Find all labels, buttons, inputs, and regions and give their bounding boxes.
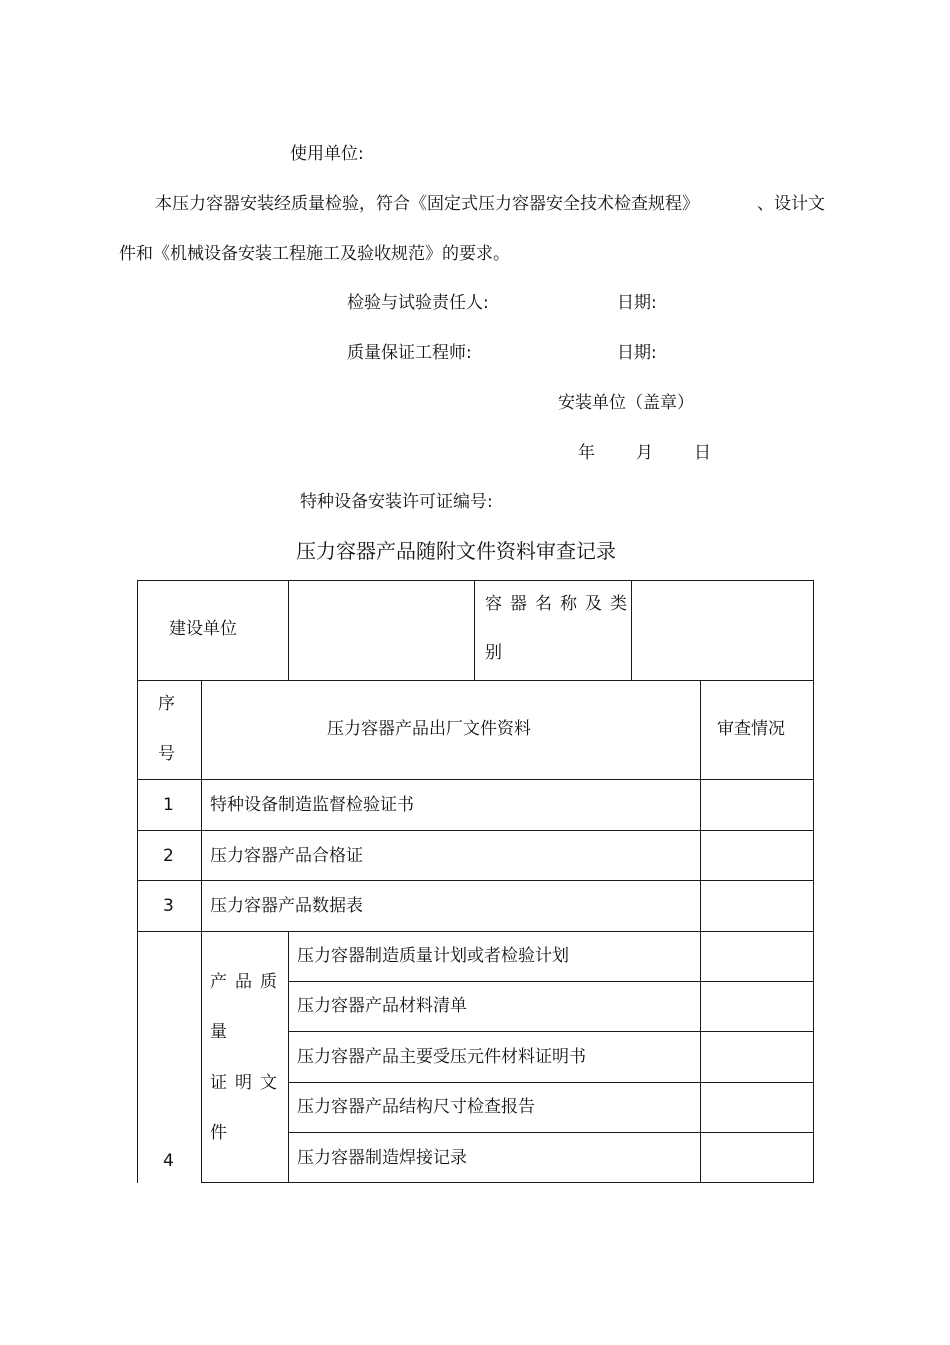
- table-title: 压力容器产品随附文件资料审查记录: [296, 539, 616, 563]
- seq-header: 序: [158, 694, 175, 714]
- table-rule: [137, 830, 814, 831]
- date-month: 月: [636, 443, 653, 463]
- date-day: 日: [694, 443, 711, 463]
- statement-line-1: 本压力容器安装经质量检验，符合《固定式压力容器安全技术检查规程》: [155, 194, 699, 214]
- table-rule: [288, 1031, 814, 1032]
- row-seq: 3: [163, 896, 174, 916]
- table-rule-v: [288, 580, 289, 680]
- table-rule-v: [700, 680, 701, 1183]
- review-header: 审查情况: [717, 719, 785, 739]
- table-border-bottom: [201, 1182, 814, 1183]
- table-rule-v: [474, 580, 475, 680]
- docs-header: 压力容器产品出厂文件资料: [327, 719, 531, 739]
- vessel-name-label-cont: 别: [485, 643, 502, 663]
- table-border-top: [137, 580, 814, 581]
- table-rule: [137, 779, 814, 780]
- table-rule: [288, 1132, 814, 1133]
- row-seq: 1: [163, 795, 174, 815]
- table-rule: [137, 880, 814, 881]
- table-border-left: [137, 580, 138, 1183]
- row-item: 压力容器产品合格证: [210, 846, 363, 866]
- review-record-table: [137, 580, 814, 1183]
- table-rule-v: [201, 680, 202, 1183]
- user-unit-label: 使用单位:: [290, 144, 364, 164]
- row-item: 特种设备制造监督检验证书: [210, 795, 414, 815]
- statement-line-2: 件和《机械设备安装工程施工及验收规范》的要求。: [119, 244, 510, 264]
- row-seq: 2: [163, 846, 174, 866]
- inspector-date-label: 日期:: [617, 293, 657, 313]
- table-rule: [137, 931, 814, 932]
- table-rule: [288, 1082, 814, 1083]
- install-unit-label: 安装单位（盖章）: [558, 393, 694, 413]
- group-item: 压力容器产品材料清单: [297, 996, 467, 1016]
- group-category-cont: 量: [210, 1022, 227, 1042]
- group-category-cont: 证明文: [210, 1073, 285, 1093]
- table-rule: [288, 981, 814, 982]
- construction-unit-label: 建设单位: [169, 619, 237, 639]
- row-item: 压力容器产品数据表: [210, 896, 363, 916]
- group-seq: 4: [163, 1151, 174, 1171]
- table-rule-v: [288, 931, 289, 1183]
- table-rule: [137, 680, 814, 681]
- statement-line-1-tail: 、设计文: [757, 194, 825, 214]
- date-year: 年: [578, 443, 595, 463]
- license-label: 特种设备安装许可证编号:: [300, 492, 493, 512]
- group-item: 压力容器产品结构尺寸检查报告: [297, 1097, 535, 1117]
- group-item: 压力容器产品主要受压元件材料证明书: [297, 1047, 586, 1067]
- qa-date-label: 日期:: [617, 343, 657, 363]
- inspector-label: 检验与试验责任人:: [347, 293, 489, 313]
- group-item: 压力容器制造质量计划或者检验计划: [297, 946, 569, 966]
- vessel-name-label: 容器名称及类: [485, 594, 635, 614]
- group-item: 压力容器制造焊接记录: [297, 1148, 467, 1168]
- group-category: 产品质: [210, 972, 285, 992]
- seq-header-cont: 号: [158, 744, 175, 764]
- table-border-right: [813, 580, 814, 1183]
- qa-engineer-label: 质量保证工程师:: [347, 343, 472, 363]
- group-category-cont: 件: [210, 1123, 227, 1143]
